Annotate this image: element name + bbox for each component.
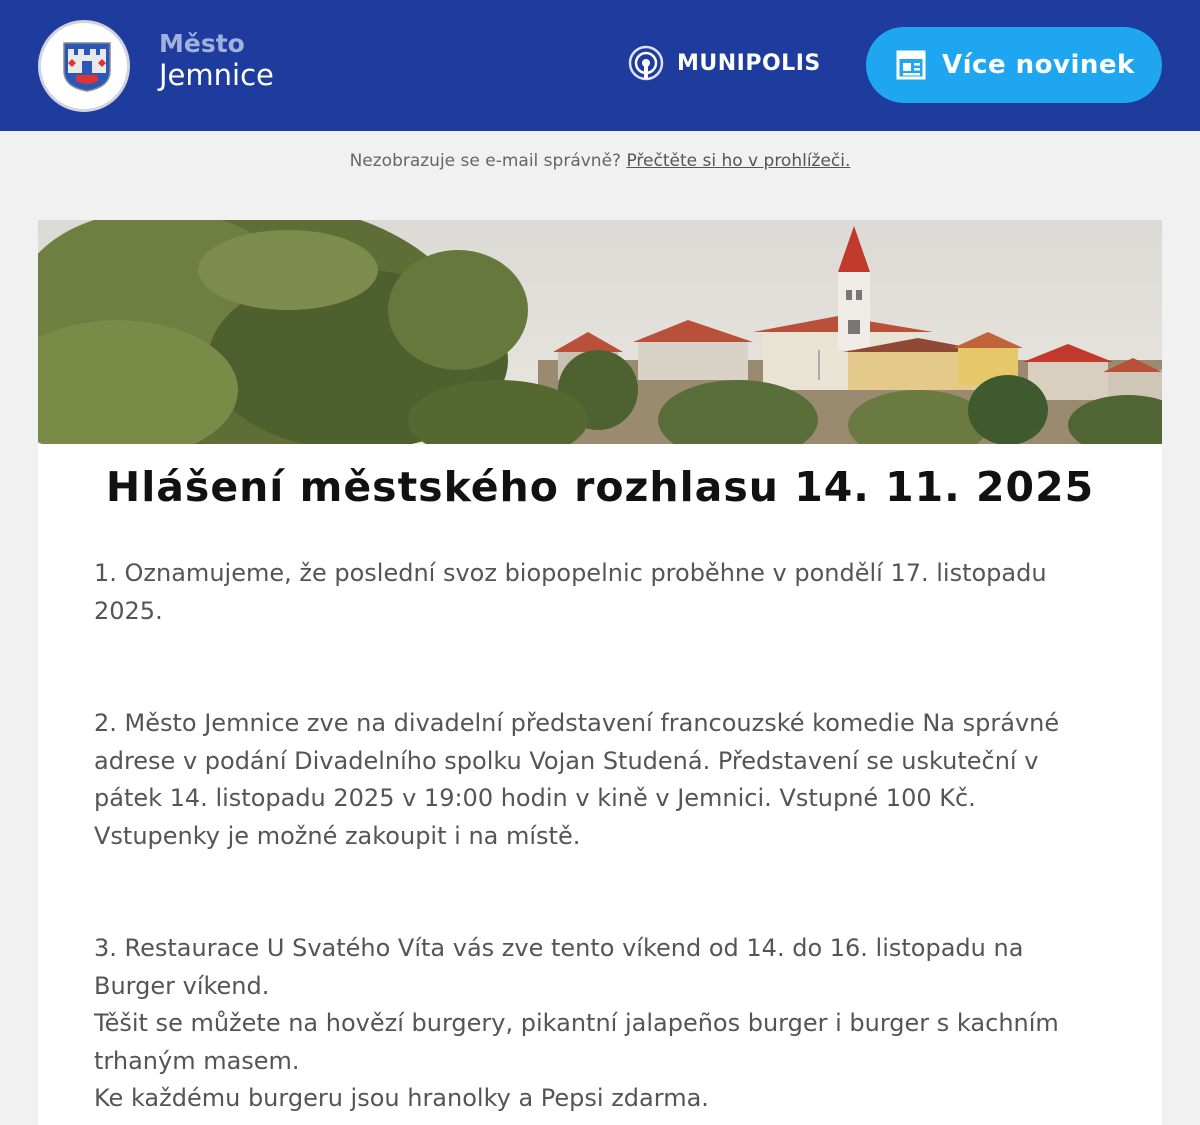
notice-text: Nezobrazuje se e-mail správně?: [349, 151, 627, 171]
city-logo[interactable]: [38, 20, 130, 112]
city-prefix: Město: [159, 29, 245, 58]
munipolis-brand[interactable]: [627, 44, 821, 82]
article-body: [94, 555, 1094, 1125]
browser-view-notice: [0, 151, 1200, 171]
newsletter-card: [38, 220, 1162, 1125]
announcement-1: [94, 555, 1094, 630]
announcement-3: [94, 930, 1094, 1118]
paragraph-line: 1. Oznamujeme, že poslední svoz biopopelnic proběhne v pondělí 17. listopadu 2025.: [94, 559, 1047, 625]
paragraph-line: 2. Město Jemnice zve na divadelní představení francouzské komedie Na správné adrese v podání Divadelního spolku Vojan Studená. Představení se uskuteční v pátek 14. listopadu 2025 v 19:00 hodin v kině v Jemnici. Vstupné 100 Kč. Vstupenky je možné zakoupit i na místě.: [94, 709, 1060, 850]
article-title: Hlášení městského rozhlasu 14. 11. 2025: [105, 463, 1095, 511]
more-news-label: Více novinek: [942, 50, 1135, 80]
brand-label: MUNIPOLIS: [677, 50, 821, 76]
paragraph-line: Ke každému burgeru jsou hranolky a Pepsi zdarma.: [94, 1084, 709, 1112]
paragraph-line: Těšit se můžete na hovězí burgery, pikantní jalapeños burger i burger s kachním trhaným masem.: [94, 1009, 1059, 1075]
announcement-2: [94, 705, 1094, 855]
coat-of-arms-icon: [62, 41, 112, 93]
header: [0, 0, 1200, 131]
view-in-browser-link[interactable]: Přečtěte si ho v prohlížeči.: [626, 151, 851, 171]
more-news-button[interactable]: [866, 27, 1162, 103]
paragraph-line: 3. Restaurace U Svatého Víta vás zve tento víkend od 14. do 16. listopadu na Burger víkend.: [94, 934, 1024, 1000]
broadcast-icon: [627, 44, 665, 82]
city-title: [159, 30, 274, 92]
newspaper-icon: [896, 50, 926, 80]
town-panorama-image: [38, 220, 1162, 444]
city-name: Jemnice: [159, 57, 274, 92]
